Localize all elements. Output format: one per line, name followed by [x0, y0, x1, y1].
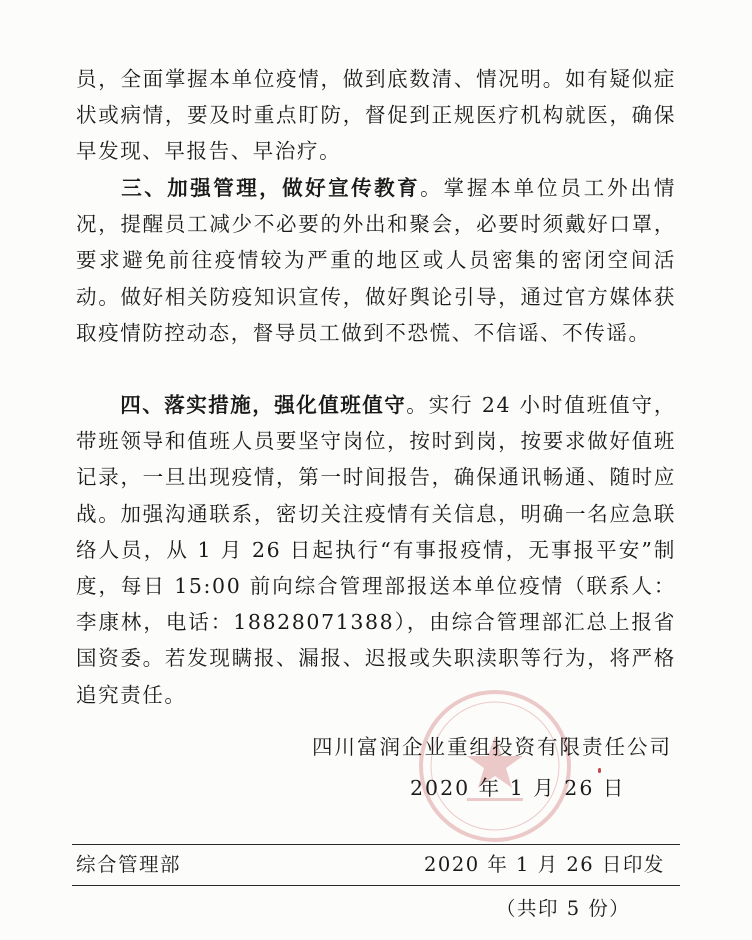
- section-3-heading: 三、加强管理，做好宣传教育: [120, 176, 421, 200]
- footer-copies: （共印 5 份）: [496, 897, 631, 920]
- footer-rule-top: [72, 844, 680, 845]
- section-3-paragraph: [76, 170, 676, 351]
- footer-department: 综合管理部: [76, 853, 182, 876]
- section-4-heading: 四、落实措施，强化值班值守: [120, 393, 407, 417]
- paragraph-continuation: 员，全面掌握本单位疫情，做到底数清、情况明。如有疑似症状或病情，要及时重点盯防，督促到正规医疗机构就医，确保早发现、早报告、早治疗。: [76, 67, 676, 164]
- company-seal-icon: [415, 686, 575, 846]
- ink-mark: [598, 768, 601, 773]
- signature-date: 2020 年 1 月 26 日: [410, 776, 626, 800]
- section-3-body: 。掌握本单位员工外出情况，提醒员工减少不必要的外出和聚会，必要时须戴好口罩，要求避免前往疫情较为严重的地区或人员密集的密闭空间活动。做好相关防疫知识宣传，做好舆论引导，通过官方媒体获取疫情防控动态，督导员工做到不恐慌、不信谣、不传谣。: [76, 176, 676, 345]
- section-4-body: 。实行 24 小时值班值守，带班领导和值班人员要坚守岗位，按时到岗，按要求做好值班记录，一旦出现疫情，第一时间报告，确保通讯畅通、随时应战。加强沟通联系，密切关注疫情有关信息，明确一名应急联络人员，从 1 月 26 日起执行“有事报疫情，无事报平安”制度，每日 15:00 前向综合管理部报送本单位疫情（联系人：李康林，电话：18828071388），由综合管理部汇总上报省国资委。若发现瞒报、漏报、迟报或失职渎职等行为，将严格追究责任。: [76, 393, 676, 707]
- footer-issue-date: 2020 年 1 月 26 日印发: [424, 853, 665, 876]
- section-4-paragraph: [76, 387, 676, 713]
- signature-company: 四川富润企业重组投资有限责任公司: [312, 735, 672, 759]
- footer-rule-bottom: [72, 885, 680, 886]
